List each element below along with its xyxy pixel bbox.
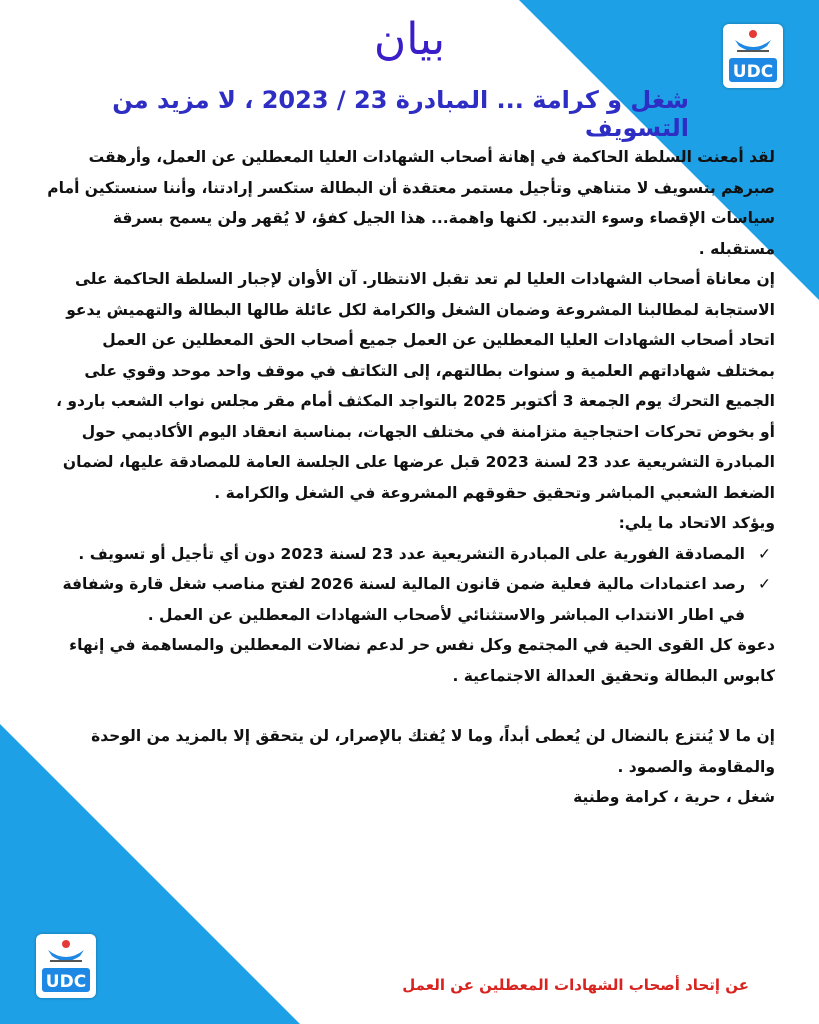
svg-text:UDC: UDC xyxy=(45,972,87,992)
svg-text:UDC: UDC xyxy=(732,62,774,82)
paragraph-closing: إن ما لا يُنتزع بالنضال لن يُعطى أبداً، وما لا يُفتك بالإصرار، لن يتحقق إلا بالمزيد من الوحدة والمقاومة والصمود . xyxy=(91,727,775,776)
check-icon: ✓ xyxy=(758,575,771,593)
signature: عن إتحاد أصحاب الشهادات المعطلين عن العمل xyxy=(402,976,749,994)
paragraph-solidarity: دعوة كل القوى الحية في المجتمع وكل نفس حر لدعم نضالات المعطلين والمساهمة في إنهاء كابوس البطالة وتحقيق العدالة الاجتماعية . xyxy=(69,636,775,685)
udc-logo-bottom xyxy=(36,934,96,998)
paragraph-intro: لقد أمعنت السلطة الحاكمة في إهانة أصحاب الشهادات العليا المعطلين عن العمل، وأرهقت صبرهم بتسويف لا متناهي وتأجيل مستمر معتقدة أن البطالة ستكسر إرادتنا، وأننا سنستكين أمام سياسات الإقصاء وسوء التدبير. لكنها واهمة... هذا الجيل كفؤ، لا يُقهر ولن يسمح بسرقة مستقبله . xyxy=(47,148,775,258)
demand-item-2 xyxy=(43,569,775,630)
statement-body xyxy=(43,142,775,813)
affirmation-heading: ويؤكد الاتحاد ما يلي: xyxy=(618,514,775,532)
page-subtitle: شغل و كرامة ... المبادرة 23 / 2023 ، لا مزيد من التسويف xyxy=(112,86,689,142)
paragraph-call: إن معاناة أصحاب الشهادات العليا لم تعد تقبل الانتظار. آن الأوان لإجبار السلطة الحاكمة على الاستجابة لمطالبنا المشروعة وضمان الشغل والكرامة لكل عائلة طالها البطالة والتهميش يدعو اتحاد أصحاب الشهادات العليا المعطلين عن العمل جميع أصحاب الحق المعطلين عن العمل بمختلف شهاداتهم العلمية و سنوات بطالتهم، إلى التكاتف في موقف واحد موحد وقوي على الجميع التحرك يوم الجمعة 3 أكتوبر 2025 بالتواجد المكثف أمام مقر مجلس نواب الشعب باردو ، أو بخوض تحركات احتجاجية متزامنة في مختلف الجهات، بمناسبة انعقاد اليوم الأكاديمي حول المبادرة التشريعية عدد 23 لسنة 2023 قبل عرضها على الجلسة العامة للمصادقة عليها، لضمان الضغط الشعبي المباشر وتحقيق حقوقهم المشروعة في الشغل والكرامة . xyxy=(56,270,775,502)
demand-text-1: المصادقة الفورية على المبادرة التشريعية عدد 23 لسنة 2023 دون أي تأجيل أو تسويف . xyxy=(78,544,745,563)
check-icon: ✓ xyxy=(758,544,771,563)
page-title: بيان xyxy=(373,14,446,65)
slogan: شغل ، حرية ، كرامة وطنية xyxy=(573,788,775,806)
spacer xyxy=(43,691,775,721)
demand-text-2: رصد اعتمادات مالية فعلية ضمن قانون المالية لسنة 2026 لفتح مناصب شغل قارة وشفافة في اطار الانتداب المباشر والاستثنائي لأصحاب الشهادات المعطلين عن العمل . xyxy=(62,575,745,624)
demand-item-1 xyxy=(43,539,775,570)
